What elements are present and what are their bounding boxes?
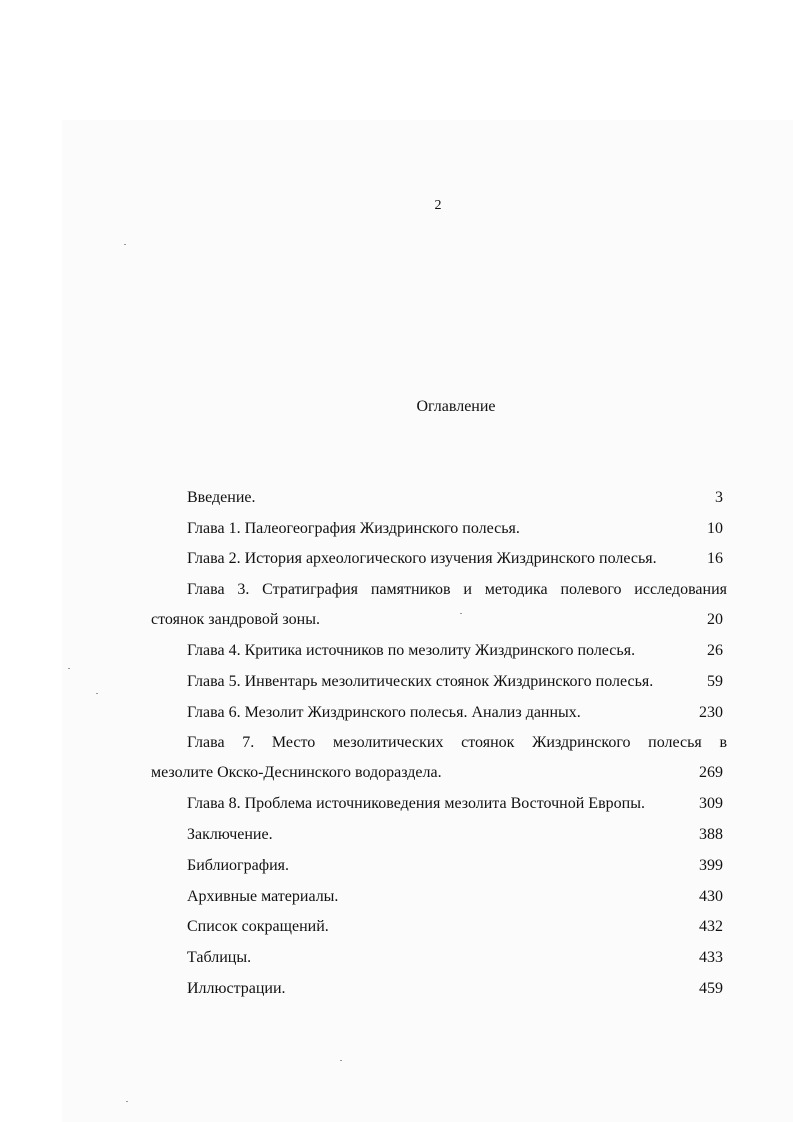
toc-entry-text: Глава 1. Палеогеография Жиздринского полесья. — [187, 520, 520, 537]
scan-speck — [340, 1060, 342, 1061]
toc-entry-text: Глава 5. Инвентарь мезолитических стоянок Жиздринского полесья. — [187, 673, 654, 690]
toc-entry-page: 26 — [707, 642, 723, 659]
toc-entry-text: Список сокращений. — [187, 918, 329, 935]
toc-entry-page: 459 — [699, 980, 723, 997]
toc-entry-bibliography[interactable] — [187, 855, 723, 877]
scan-speck — [68, 668, 70, 669]
toc-entry-illustrations[interactable] — [187, 978, 723, 1000]
toc-entry-page: 269 — [699, 764, 723, 781]
toc-entry-chapter-4[interactable] — [187, 640, 723, 662]
toc-entry-abbreviations[interactable] — [187, 916, 723, 938]
toc-entry-conclusion[interactable] — [187, 824, 723, 846]
toc-entry-page: 388 — [699, 826, 723, 843]
toc-entry-chapter-2[interactable] — [187, 548, 723, 570]
toc-entry-page: 16 — [707, 550, 723, 567]
toc-entry-page: 20 — [707, 611, 723, 628]
scan-speck — [126, 1101, 128, 1102]
toc-entry-text: Иллюстрации. — [187, 980, 286, 997]
toc-entry-chapter-8[interactable] — [187, 793, 723, 815]
toc-entry-text-continuation: мезолите Окско-Деснинского водораздела. — [151, 764, 442, 781]
toc-entry-introduction[interactable] — [187, 487, 723, 509]
toc-entry-page: 230 — [699, 704, 723, 721]
toc-entry-page: 399 — [699, 857, 723, 874]
toc-entry-archives[interactable] — [187, 886, 723, 908]
toc-entry-page: 433 — [699, 949, 723, 966]
toc-entry-text: Глава 4. Критика источников по мезолиту Жиздринского полесья. — [187, 642, 636, 659]
toc-entry-text: Глава 2. История археологического изучения Жиздринского полесья. — [187, 550, 657, 567]
page-number: 2 — [434, 198, 442, 213]
toc-entry-page: 432 — [699, 918, 723, 935]
toc-entry-text: Введение. — [187, 489, 256, 506]
toc-entry-chapter-6[interactable] — [187, 702, 723, 724]
scan-speck — [96, 693, 98, 694]
toc-entry-text-continuation: стоянок зандровой зоны. — [151, 611, 320, 628]
toc-entry-chapter-7[interactable] — [187, 732, 727, 754]
toc-entry-text: Библиография. — [187, 857, 289, 874]
toc-entry-chapter-3-continuation[interactable] — [151, 609, 723, 631]
scan-speck — [460, 613, 462, 614]
scan-speck — [124, 244, 126, 245]
toc-entry-text: Глава 6. Мезолит Жиздринского полесья. Анализ данных. — [187, 704, 581, 721]
toc-entry-chapter-1[interactable] — [187, 518, 723, 540]
toc-entry-tables[interactable] — [187, 947, 723, 969]
toc-entry-page: 309 — [699, 795, 723, 812]
toc-entry-chapter-3[interactable] — [187, 579, 727, 601]
toc-entry-page: 59 — [707, 673, 723, 690]
toc-entry-text: Глава 3. Стратиграфия памятников и методика полевого исследования — [187, 581, 727, 598]
toc-entry-text: Глава 8. Проблема источниковедения мезолита Восточной Европы. — [187, 795, 645, 812]
toc-entry-text: Глава 7. Место мезолитических стоянок Жиздринского полесья в — [187, 734, 727, 751]
toc-entry-text: Заключение. — [187, 826, 273, 843]
toc-entry-page: 10 — [707, 520, 723, 537]
toc-entry-chapter-5[interactable] — [187, 671, 723, 693]
toc-entry-text: Таблицы. — [187, 949, 252, 966]
toc-title: Оглавление — [416, 398, 496, 415]
toc-entry-page: 3 — [715, 489, 723, 506]
toc-entry-text: Архивные материалы. — [187, 888, 339, 905]
toc-entry-page: 430 — [699, 888, 723, 905]
toc-entry-chapter-7-continuation[interactable] — [151, 762, 723, 784]
